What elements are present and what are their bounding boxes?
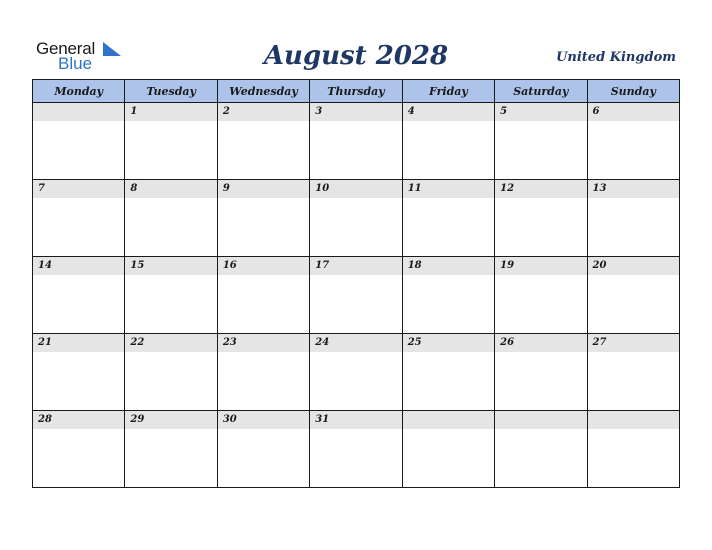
day-number: 4 [403, 103, 494, 121]
day-number: 2 [218, 103, 309, 121]
week-row-4 [33, 334, 680, 411]
day-cell [587, 411, 679, 488]
day-cell [33, 411, 125, 488]
day-number: 21 [33, 334, 124, 352]
day-cell [33, 103, 125, 180]
day-cell [125, 257, 217, 334]
day-number [495, 411, 586, 429]
week-row-3 [33, 257, 680, 334]
day-cell [33, 334, 125, 411]
weekday-header-wednesday: Wednesday [217, 80, 309, 103]
day-number: 9 [218, 180, 309, 198]
day-number: 14 [33, 257, 124, 275]
day-number: 19 [495, 257, 586, 275]
day-cell [310, 180, 402, 257]
day-cell [217, 257, 309, 334]
day-number [33, 103, 124, 121]
calendar-title: August 2028 [263, 41, 449, 71]
day-number: 30 [218, 411, 309, 429]
day-cell [495, 103, 587, 180]
day-number: 6 [588, 103, 679, 121]
day-cell [587, 180, 679, 257]
day-cell [217, 411, 309, 488]
day-number: 22 [125, 334, 216, 352]
weekday-header-row [33, 80, 680, 103]
day-number: 1 [125, 103, 216, 121]
day-number: 20 [588, 257, 679, 275]
day-cell [217, 103, 309, 180]
country-label: United Kingdom [556, 50, 676, 65]
weekday-header-friday: Friday [402, 80, 494, 103]
day-cell [217, 180, 309, 257]
day-cell [125, 180, 217, 257]
logo-word-blue: Blue [58, 54, 93, 73]
day-number: 29 [125, 411, 216, 429]
day-number: 8 [125, 180, 216, 198]
weekday-header-monday: Monday [33, 80, 125, 103]
day-cell [310, 411, 402, 488]
day-number: 12 [495, 180, 586, 198]
week-row-1 [33, 103, 680, 180]
day-cell [125, 334, 217, 411]
day-number: 23 [218, 334, 309, 352]
day-number [588, 411, 679, 429]
day-cell [33, 180, 125, 257]
day-number: 13 [588, 180, 679, 198]
day-cell [310, 257, 402, 334]
weekday-header-saturday: Saturday [495, 80, 587, 103]
day-cell [402, 257, 494, 334]
day-cell [587, 103, 679, 180]
day-cell [402, 334, 494, 411]
day-number: 18 [403, 257, 494, 275]
week-row-2 [33, 180, 680, 257]
weekday-header-thursday: Thursday [310, 80, 402, 103]
day-number: 15 [125, 257, 216, 275]
day-number: 10 [310, 180, 401, 198]
day-number: 27 [588, 334, 679, 352]
day-number: 24 [310, 334, 401, 352]
weekday-header-sunday: Sunday [587, 80, 679, 103]
day-number: 25 [403, 334, 494, 352]
day-cell [402, 180, 494, 257]
day-cell [402, 103, 494, 180]
day-number: 3 [310, 103, 401, 121]
week-row-5 [33, 411, 680, 488]
day-cell [495, 334, 587, 411]
weekday-header-tuesday: Tuesday [125, 80, 217, 103]
day-cell [495, 257, 587, 334]
day-cell [495, 411, 587, 488]
day-cell [402, 411, 494, 488]
day-number: 31 [310, 411, 401, 429]
day-cell [33, 257, 125, 334]
day-cell [587, 334, 679, 411]
day-cell [587, 257, 679, 334]
day-number: 16 [218, 257, 309, 275]
day-number: 11 [403, 180, 494, 198]
day-cell [125, 411, 217, 488]
day-cell [310, 334, 402, 411]
logo-word-general: General [36, 39, 96, 58]
day-number: 28 [33, 411, 124, 429]
day-cell [495, 180, 587, 257]
month-calendar-grid [32, 79, 680, 488]
day-number: 7 [33, 180, 124, 198]
day-cell [125, 103, 217, 180]
day-number: 26 [495, 334, 586, 352]
day-number: 5 [495, 103, 586, 121]
day-number [403, 411, 494, 429]
day-number: 17 [310, 257, 401, 275]
day-cell [310, 103, 402, 180]
day-cell [217, 334, 309, 411]
